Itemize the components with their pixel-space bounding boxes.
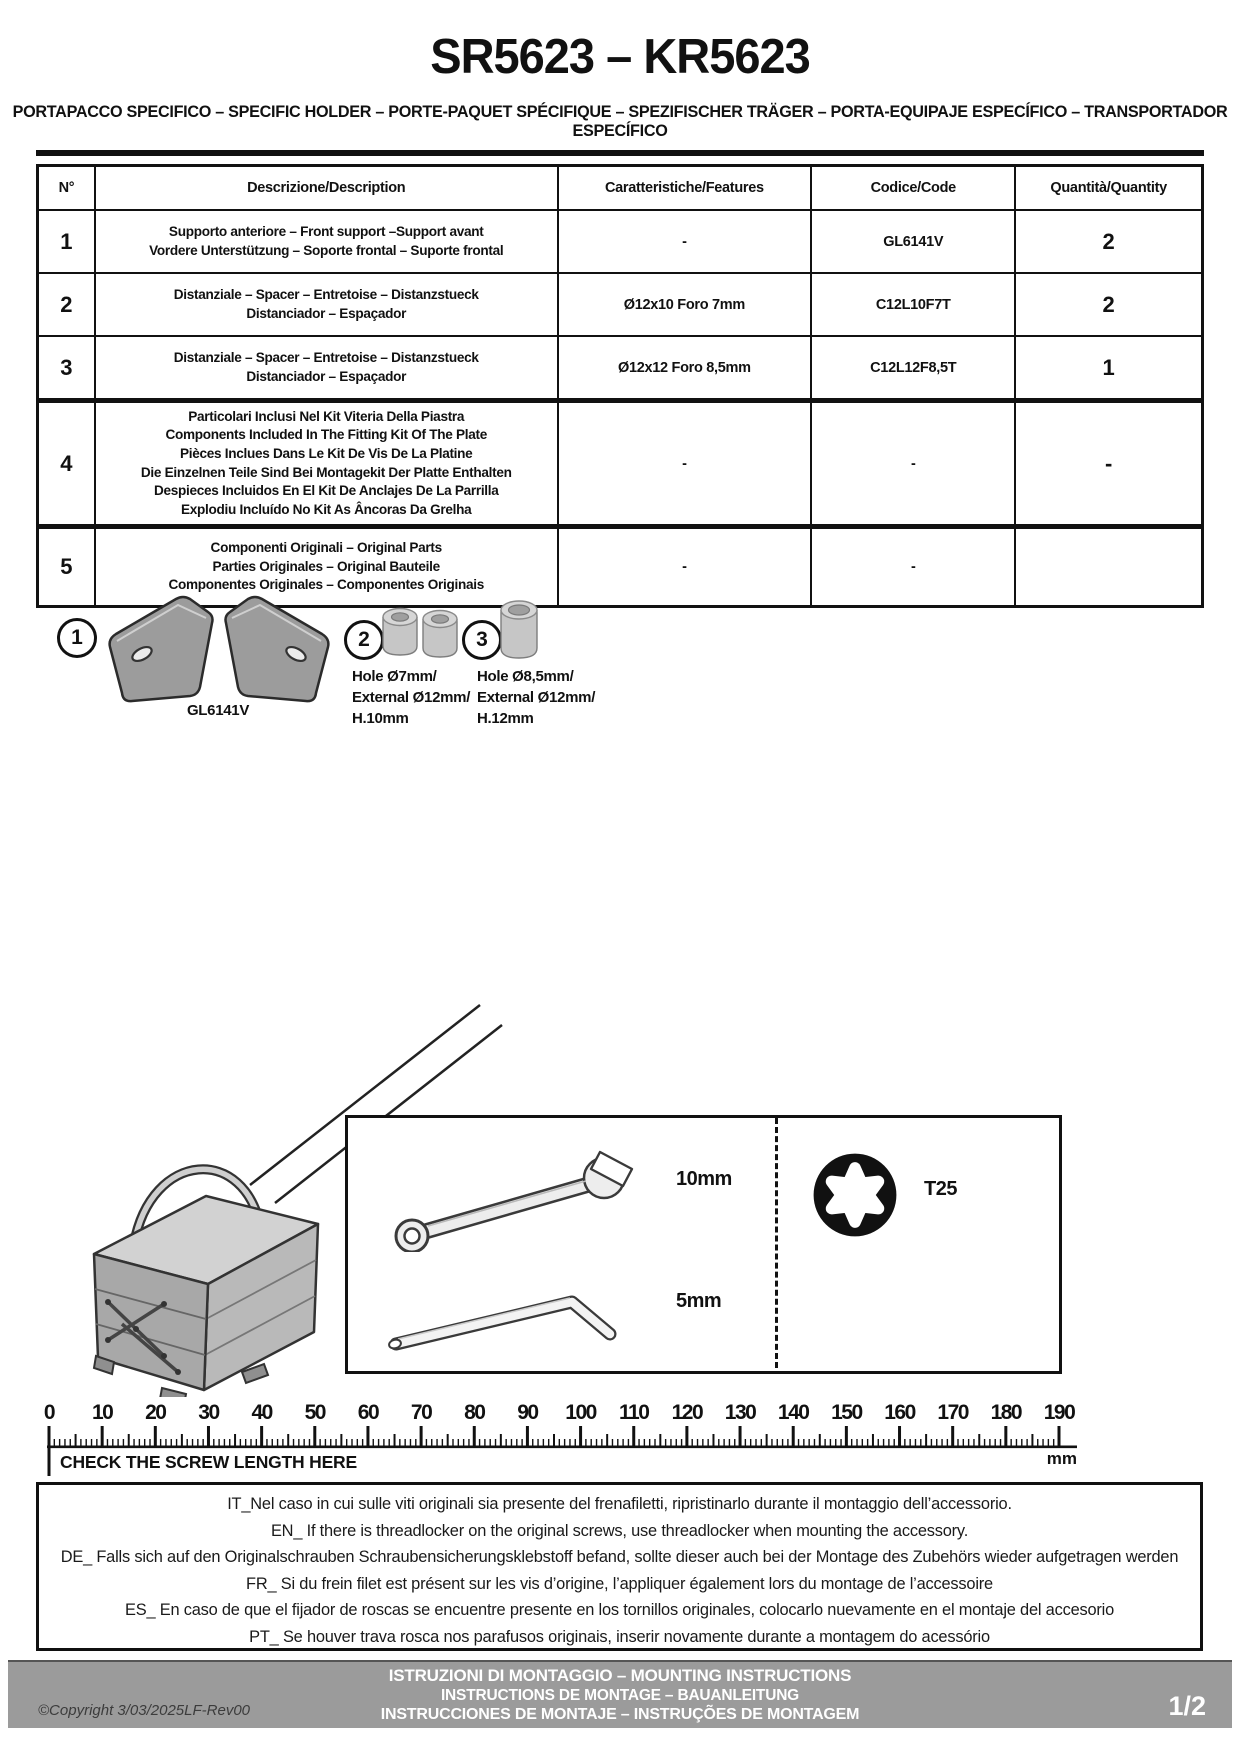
wrench-icon [372, 1140, 657, 1252]
svg-text:mm: mm [1046, 1449, 1077, 1468]
svg-text:110: 110 [619, 1401, 649, 1424]
description-line: Componentes Originales – Componentes Originais [168, 577, 484, 593]
svg-text:150: 150 [831, 1401, 862, 1424]
hex-key-icon [372, 1262, 652, 1362]
page-title: SR5623 – KR5623 [430, 27, 810, 84]
cell-code: C12L12F8,5T [811, 336, 1015, 401]
part-3-badge [462, 620, 502, 660]
cell-description [95, 401, 558, 527]
note-line: FR_ Si du frein filet est présent sur les vis d’origine, l’appliquer également lors du montage de l’accessoire [246, 1574, 993, 1593]
wrench-size-label: 10mm [676, 1168, 732, 1190]
cell-code: - [811, 401, 1015, 527]
note-line: IT_Nel caso in cui sulle viti originali sia presente del frenafiletti, ripristinarlo durante il montaggio dell’accessorio. [227, 1495, 1012, 1513]
description-line: Distanciador – Espaçador [246, 305, 407, 321]
description-line: Particolari Inclusi Nel Kit Viteria Della Piastra [188, 408, 465, 424]
cell-number: 1 [38, 210, 95, 273]
torx-icon [810, 1150, 900, 1240]
column-header: N° [38, 166, 95, 211]
description-line: Vordere Unterstützung – Soporte frontal – Suporte frontal [149, 242, 504, 258]
note-line: EN_ If there is threadlocker on the original screws, use threadlocker when mounting the accessory. [270, 1521, 969, 1540]
footer-line: INSTRUCTIONS DE MONTAGE – BAUANLEITUNG [440, 1687, 800, 1704]
cell-features: Ø12x12 Foro 8,5mm [558, 336, 812, 401]
cell-code: C12L10F7T [811, 273, 1015, 336]
threadlocker-notes [39, 1485, 1200, 1650]
footer-title-lines [8, 1666, 1232, 1725]
part-caption-line: H.12mm [477, 710, 534, 727]
cell-number: 5 [38, 527, 95, 607]
parts-table-body [38, 210, 1203, 607]
svg-text:180: 180 [990, 1401, 1022, 1424]
cell-number: 3 [38, 336, 95, 401]
svg-text:0: 0 [43, 1401, 55, 1424]
part-1-badge [57, 618, 97, 658]
description-line: Distanziale – Spacer – Entretoise – Distanzstueck [173, 349, 479, 365]
part-2-badge [344, 620, 384, 660]
column-header: Descrizione/Description [95, 166, 558, 211]
part-3-number: 3 [476, 628, 488, 651]
description-line: Die Einzelnen Teile Sind Bei Montagekit Der Platte Enthalten [140, 464, 512, 480]
front-support-plates-illustration [96, 592, 342, 714]
page-number: 1/2 [1168, 1691, 1206, 1721]
cell-quantity: 1 [1015, 336, 1202, 401]
description-line: Componenti Originali – Original Parts [210, 540, 442, 556]
note-line: DE_ Falls sich auf den Originalschrauben Schraubensicherungsklebstoff befand, sollte dieser auch bei der Montage des Zubehörs wieder aufgetragen werden [60, 1548, 1179, 1566]
svg-text:80: 80 [464, 1401, 485, 1424]
table-top-rule [36, 150, 1204, 156]
parts-table-header-row [38, 166, 1203, 211]
hex-size-label: 5mm [676, 1290, 722, 1312]
cell-quantity: 2 [1015, 273, 1202, 336]
svg-text:10: 10 [91, 1401, 113, 1424]
part-1-number: 1 [71, 626, 83, 649]
part-1-caption [148, 700, 288, 721]
footer-line: INSTRUCCIONES DE MONTAJE – INSTRUÇÕES DE MONTAGEM [380, 1706, 860, 1723]
spacer-8-5mm-illustration [498, 596, 542, 664]
part-caption-line: External Ø12mm/ [477, 689, 596, 706]
description-line: Components Included In The Fitting Kit Of The Plate [165, 427, 487, 443]
part-2-caption [352, 666, 482, 729]
table-row [38, 210, 1203, 273]
svg-text:60: 60 [357, 1401, 379, 1424]
svg-text:170: 170 [937, 1401, 968, 1424]
part-caption-line: Hole Ø8,5mm/ [477, 668, 574, 685]
torx-size-label: T25 [924, 1178, 957, 1200]
svg-text:130: 130 [724, 1401, 756, 1424]
description-line: Supporto anteriore – Front support –Support avant [168, 223, 484, 239]
cell-quantity [1015, 527, 1202, 607]
cell-description [95, 210, 558, 273]
cell-features: - [558, 527, 812, 607]
svg-text:190: 190 [1043, 1401, 1075, 1424]
svg-text:40: 40 [251, 1401, 272, 1424]
cell-quantity: - [1015, 401, 1202, 527]
threadlocker-note-box [36, 1482, 1203, 1651]
cell-features: Ø12x10 Foro 7mm [558, 273, 812, 336]
note-line: ES_ En caso de que el fijador de roscas se encuentre presente en los tornillos originales, colocarlo nuevamente en el montaje del accesorio [124, 1601, 1115, 1619]
description-line: Despieces Incluidos En El Kit De Anclajes De La Parrilla [153, 483, 499, 499]
cell-number: 4 [38, 401, 95, 527]
cell-number: 2 [38, 273, 95, 336]
part-caption-line: Hole Ø7mm/ [352, 668, 437, 685]
table-row [38, 336, 1203, 401]
table-row [38, 273, 1203, 336]
svg-text:70: 70 [410, 1401, 432, 1424]
cell-features: - [558, 401, 812, 527]
svg-text:100: 100 [565, 1401, 596, 1424]
column-header: Caratteristiche/Features [558, 166, 812, 211]
check-screw-length-note: CHECK THE SCREW LENGTH HERE [60, 1452, 357, 1472]
cell-features: - [558, 210, 812, 273]
part-caption-line: GL6141V [186, 702, 250, 719]
table-row [38, 401, 1203, 527]
spacer-7mm-illustration [381, 604, 459, 662]
svg-text:30: 30 [198, 1401, 219, 1424]
cell-code: GL6141V [811, 210, 1015, 273]
svg-text:20: 20 [145, 1401, 166, 1424]
cell-code: - [811, 527, 1015, 607]
footer-bar [8, 1660, 1232, 1728]
svg-text:160: 160 [884, 1401, 915, 1424]
description-line: Distanziale – Spacer – Entretoise – Distanzstueck [173, 286, 479, 302]
description-line: Explodiu Incluído No Kit As Âncoras Da Grelha [181, 501, 472, 517]
description-line: Distanciador – Espaçador [246, 368, 407, 384]
description-line: Parties Originales – Original Bauteile [212, 558, 440, 574]
part-caption-line: External Ø12mm/ [352, 689, 471, 706]
cell-description [95, 336, 558, 401]
svg-text:140: 140 [777, 1401, 809, 1424]
description-line: Pièces Inclues Dans Le Kit De Vis De La Platine [180, 445, 473, 461]
part-2-number: 2 [358, 628, 370, 651]
tools-box-divider [775, 1118, 778, 1368]
svg-text:50: 50 [304, 1401, 325, 1424]
svg-text:120: 120 [671, 1401, 703, 1424]
part-3-caption [477, 666, 607, 729]
svg-text:90: 90 [517, 1401, 538, 1424]
page-subtitle: PORTAPACCO SPECIFICO – SPECIFIC HOLDER – PORTE-PAQUET SPÉCIFIQUE – SPEZIFISCHER TRÄGER – PORTA-EQUIPAJE ESPECÍFICO – TRANSPORTADOR ESPECÍFICO [12, 103, 1228, 140]
cell-description [95, 273, 558, 336]
note-line: PT_ Se houver trava rosca nos parafusos originais, inserir novamente durante a montagem do acessório [249, 1627, 990, 1646]
parts-table [36, 164, 1204, 608]
part-caption-line: H.10mm [352, 710, 409, 727]
footer-line: ISTRUZIONI DI MONTAGGIO – MOUNTING INSTRUCTIONS [388, 1666, 852, 1685]
column-header: Codice/Code [811, 166, 1015, 211]
column-header: Quantità/Quantity [1015, 166, 1202, 211]
cell-quantity: 2 [1015, 210, 1202, 273]
copyright-text: ©Copyright 3/03/2025LF-Rev00 [38, 1702, 251, 1719]
